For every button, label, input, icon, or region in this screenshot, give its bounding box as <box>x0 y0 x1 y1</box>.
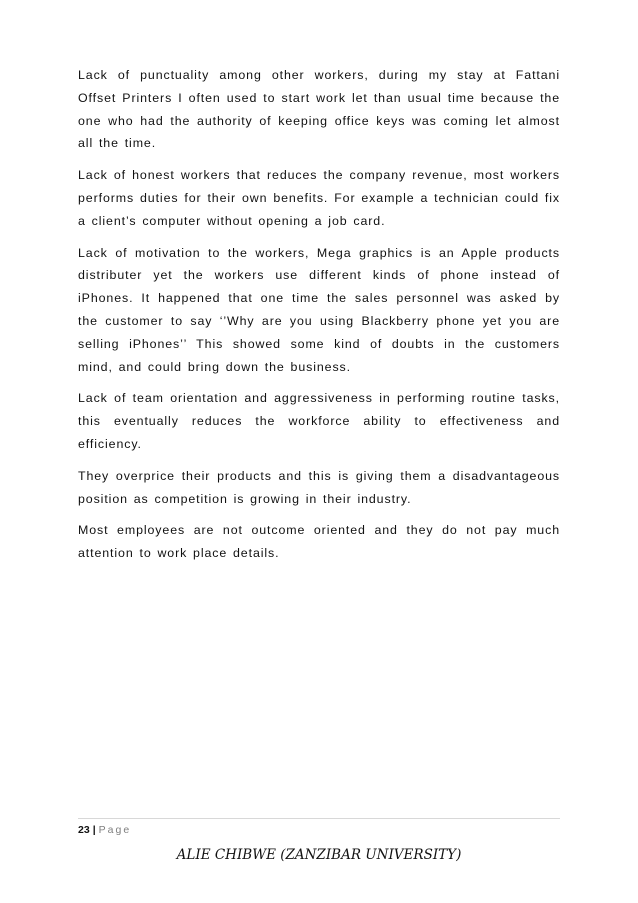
paragraph-overpricing: They overprice their products and this is giving them a disadvantageous position as competition is growing in their industry. <box>78 468 560 506</box>
page-separator: | <box>92 824 96 836</box>
paragraph-motivation: Lack of motivation to the workers, Mega graphics is an Apple products distributer yet the workers use different kinds of phone instead of iPhones. It happened that one time the sales personnel was asked by the customer to say ‘’Why are you using Blackberry phone yet you are selling iPhones’’ This showed some kind of doubts in the customers mind, and could bring down the business. <box>78 245 560 374</box>
author-footer: ALIE CHIBWE (ZANZIBAR UNIVERSITY) <box>176 847 462 863</box>
page-number-footer <box>78 823 131 837</box>
page-label: Page <box>98 824 132 836</box>
body-text <box>78 64 560 574</box>
paragraph-outcome-orientation: Most employees are not outcome oriented and they do not pay much attention to work place details. <box>78 523 560 561</box>
footer-divider <box>78 818 560 819</box>
paragraph-honesty: Lack of honest workers that reduces the company revenue, most workers performs duties for their own benefits. For example a technician could fix a client’s computer without opening a job card. <box>78 168 560 228</box>
paragraph-team-orientation: Lack of team orientation and aggressiveness in performing routine tasks, this eventually reduces the workforce ability to effectiveness and efficiency. <box>78 391 560 451</box>
paragraph-punctuality: Lack of punctuality among other workers, during my stay at Fattani Offset Printers I often used to start work let than usual time because the one who had the authority of keeping office keys was coming let almost all the time. <box>78 68 560 151</box>
page-number: 23 <box>78 824 90 836</box>
